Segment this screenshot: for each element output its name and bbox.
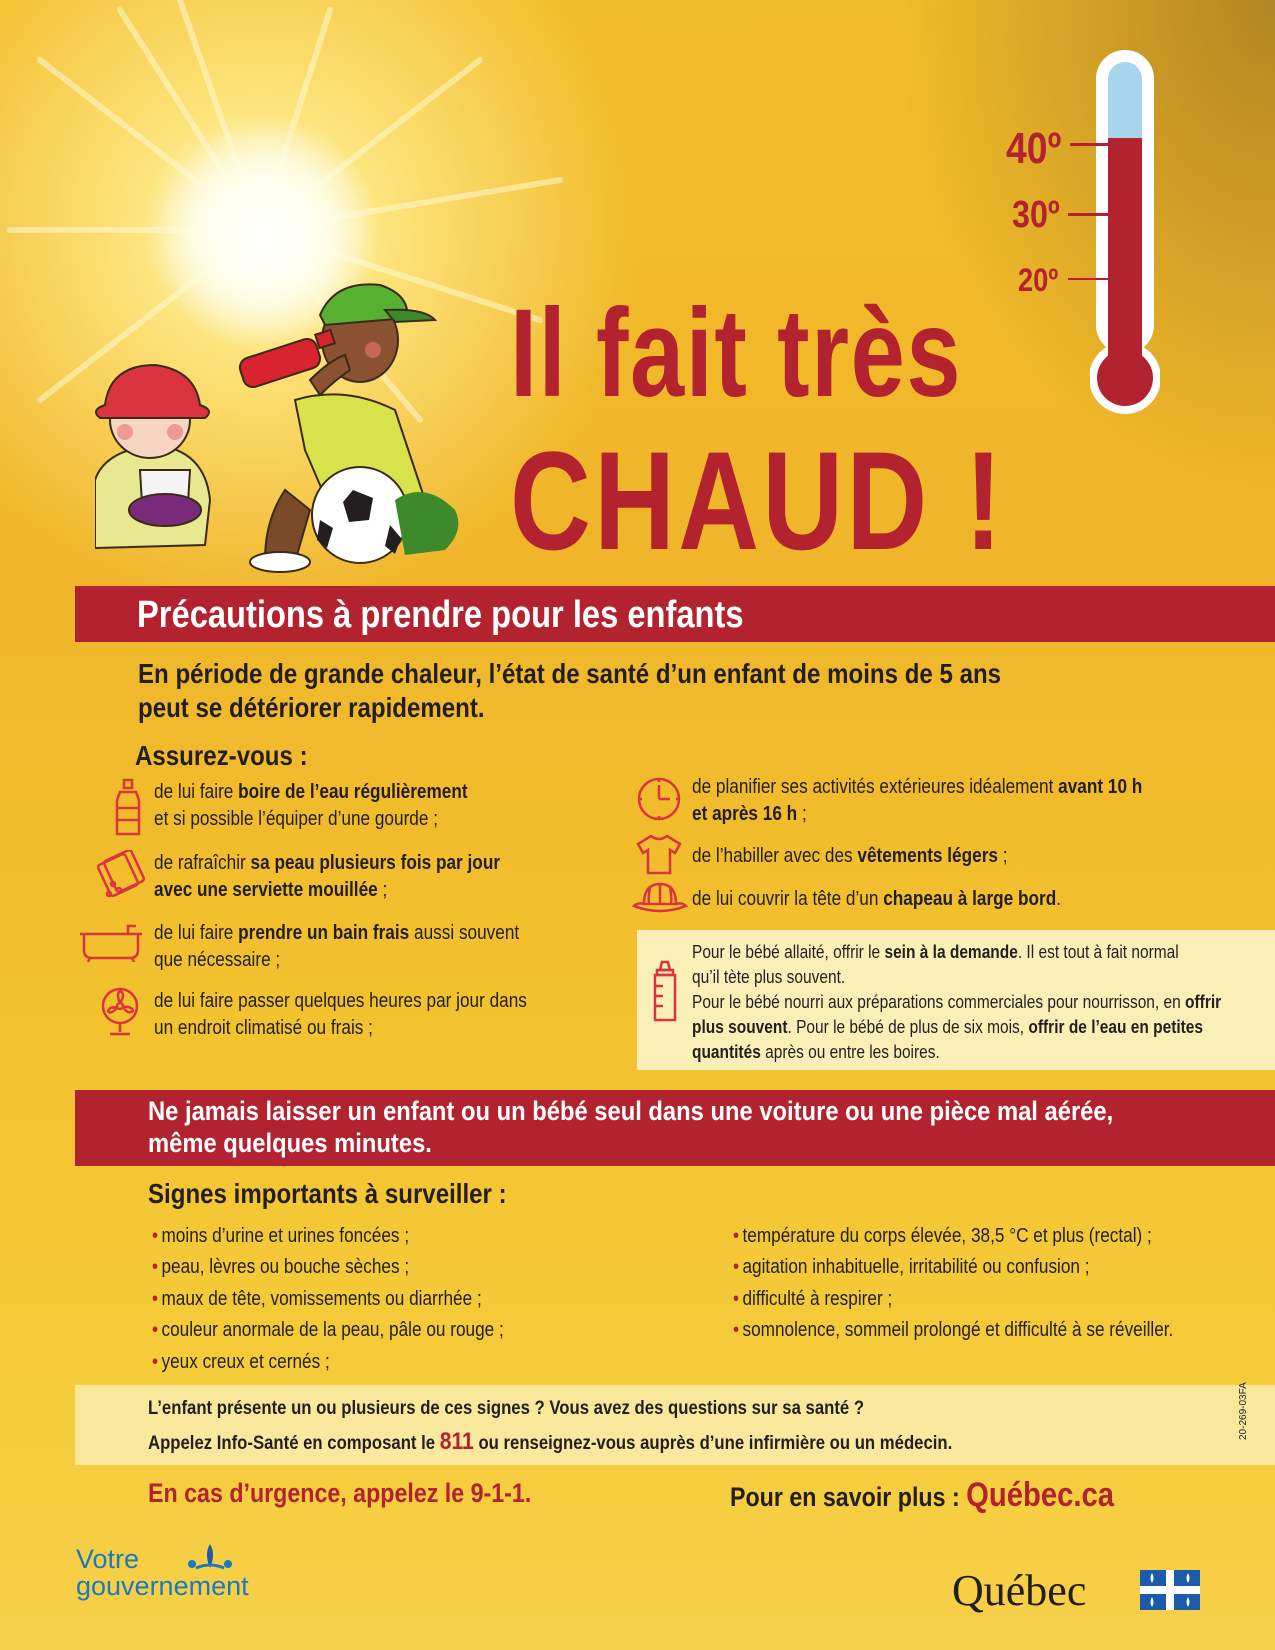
info-line-2-pre: Appelez Info-Santé en composant le bbox=[148, 1433, 440, 1454]
right-item-1-post: ; bbox=[797, 803, 807, 825]
tip-line-4-bold-2: offrir de l’eau en petites bbox=[1028, 1017, 1204, 1037]
sign-left-1 bbox=[152, 1225, 451, 1248]
more-info bbox=[730, 1476, 1177, 1515]
info-sante-number[interactable]: 811 bbox=[439, 1428, 474, 1455]
sign-left-5 bbox=[152, 1351, 359, 1374]
bullet-icon: • bbox=[733, 1319, 740, 1341]
bullet-icon: • bbox=[733, 1225, 740, 1247]
left-item-1-bold: boire de l’eau régulièrement bbox=[238, 781, 468, 803]
tip-line-1-pre: Pour le bébé allaité, offrir le bbox=[692, 942, 885, 962]
right-item-1 bbox=[692, 774, 1216, 828]
title-line-2: CHAUD ! bbox=[510, 422, 1006, 579]
sign-right-3-text: difficulté à respirer ; bbox=[742, 1288, 893, 1310]
title-line-1: Il fait très bbox=[510, 284, 963, 423]
intro-text bbox=[138, 657, 1142, 725]
info-line-2 bbox=[148, 1428, 1062, 1456]
left-item-3-bold: prendre un bain frais bbox=[238, 922, 410, 944]
info-sante-band bbox=[75, 1385, 1275, 1465]
intro-line-1: En période de grande chaleur, l’état de santé d’un enfant de moins de 5 ans bbox=[138, 658, 1002, 689]
tip-line-5-bold: quantités bbox=[692, 1042, 761, 1062]
sign-right-3 bbox=[733, 1288, 918, 1311]
document-code: 20-269-03FA bbox=[1238, 1382, 1249, 1440]
thermometer-label-40: 40º bbox=[1006, 124, 1062, 173]
baby-bottle-icon bbox=[651, 960, 679, 1024]
right-item-2-pre: de l’habiller avec des bbox=[692, 845, 858, 867]
left-item-4-line-2: un endroit climatisé ou frais ; bbox=[154, 1017, 373, 1039]
baby-feeding-tip-text bbox=[692, 940, 1275, 1065]
left-item-2-bold-2: avec une serviette mouillée bbox=[154, 879, 378, 901]
right-item-3-pre: de lui couvrir la tête d’un bbox=[692, 888, 884, 910]
sign-left-2-text: peau, lèvres ou bouche sèches ; bbox=[161, 1256, 410, 1278]
thermometer-tick-40 bbox=[1070, 143, 1108, 146]
left-item-1 bbox=[154, 779, 519, 833]
sign-left-2 bbox=[152, 1256, 451, 1279]
tip-line-3-bold: offrir bbox=[1185, 992, 1222, 1012]
assurez-label: Assurez-vous : bbox=[135, 740, 308, 771]
tip-line-1-post: . Il est tout à fait normal bbox=[1017, 942, 1179, 962]
sign-left-1-text: moins d’urine et urines foncées ; bbox=[161, 1225, 410, 1247]
warning-band bbox=[75, 1090, 1275, 1166]
left-item-2 bbox=[154, 850, 556, 904]
left-item-3 bbox=[154, 920, 579, 974]
bullet-icon: • bbox=[152, 1288, 159, 1310]
bathtub-icon bbox=[78, 922, 144, 962]
tip-line-5-post: après ou entre les boires. bbox=[760, 1042, 940, 1062]
left-item-2-pre: de rafraîchir bbox=[154, 852, 251, 874]
signs-heading-text: Signes importants à surveiller : bbox=[148, 1178, 507, 1209]
votre-text: Votre bbox=[76, 1544, 140, 1574]
sign-right-1-text: température du corps élevée, 38,5 °C et plus (rectal) ; bbox=[742, 1225, 1152, 1247]
left-item-3-line-2: que nécessaire ; bbox=[154, 949, 281, 971]
sign-right-2-text: agitation inhabituelle, irritabilité ou confusion ; bbox=[742, 1256, 1090, 1278]
sign-left-5-text: yeux creux et cernés ; bbox=[161, 1351, 330, 1373]
section-heading-band bbox=[75, 586, 1275, 642]
thermometer-tick-20 bbox=[1068, 278, 1108, 280]
children-illustration bbox=[95, 270, 495, 580]
sign-left-4 bbox=[152, 1319, 561, 1342]
right-item-2-bold: vêtements légers bbox=[857, 845, 998, 867]
fan-icon bbox=[100, 986, 140, 1038]
bullet-icon: • bbox=[152, 1256, 159, 1278]
right-item-2-post: ; bbox=[997, 845, 1008, 867]
right-item-1-bold-2: et après 16 h bbox=[692, 803, 798, 825]
thermometer-label-30: 30º bbox=[1012, 194, 1060, 236]
tip-line-4-mid: . Pour le bébé de plus de six mois, bbox=[787, 1017, 1029, 1037]
emergency-text: En cas d’urgence, appelez le 9-1-1. bbox=[148, 1478, 532, 1508]
baby-feeding-tip-box bbox=[637, 930, 1275, 1070]
more-info-label: Pour en savoir plus : bbox=[730, 1482, 967, 1512]
intro-line-2: peut se détériorer rapidement. bbox=[138, 692, 485, 723]
bullet-icon: • bbox=[152, 1351, 159, 1373]
sun-hat-icon bbox=[632, 880, 688, 916]
tip-line-3-pre: Pour le bébé nourri aux préparations commerciales pour nourrisson, en bbox=[692, 992, 1186, 1012]
section-heading: Précautions à prendre pour les enfants bbox=[137, 594, 744, 636]
tshirt-icon bbox=[636, 833, 682, 875]
tip-line-1-bold: sein à la demande bbox=[884, 942, 1018, 962]
quebec-flag-icon bbox=[1140, 1570, 1200, 1610]
right-item-1-pre: de planifier ses activités extérieures idéalement bbox=[692, 776, 1059, 798]
right-item-3 bbox=[692, 886, 1121, 913]
sign-left-4-text: couleur anormale de la peau, pâle ou rouge ; bbox=[161, 1319, 504, 1341]
left-item-2-post: ; bbox=[377, 879, 388, 901]
sign-right-1 bbox=[733, 1225, 1220, 1248]
sign-right-4-text: somnolence, sommeil prolongé et difficulté à se réveiller. bbox=[742, 1319, 1174, 1341]
quebec-ca-link[interactable]: Québec.ca bbox=[966, 1476, 1115, 1514]
left-item-4 bbox=[154, 988, 588, 1042]
left-item-4-line-1: de lui faire passer quelques heures par jour dans bbox=[154, 990, 527, 1012]
signs-heading bbox=[148, 1178, 565, 1210]
wet-towel-icon bbox=[95, 850, 145, 902]
right-item-1-bold: avant 10 h bbox=[1058, 776, 1143, 798]
thermometer-icon bbox=[1090, 48, 1160, 428]
left-item-3-pre: de lui faire bbox=[154, 922, 239, 944]
sign-left-3 bbox=[152, 1288, 535, 1311]
sign-right-2 bbox=[733, 1256, 1148, 1279]
bullet-icon: • bbox=[733, 1256, 740, 1278]
thermometer-label-20: 20º bbox=[1018, 262, 1059, 298]
assurez-heading bbox=[135, 740, 336, 772]
thermometer-tick-30 bbox=[1068, 213, 1108, 216]
right-item-2 bbox=[692, 843, 1059, 870]
left-item-3-post: aussi souvent bbox=[409, 922, 520, 944]
water-bottle-icon bbox=[112, 778, 144, 838]
fleur-de-lys-icon bbox=[186, 1542, 234, 1576]
emergency-notice bbox=[148, 1478, 594, 1509]
warning-line-1: Ne jamais laisser un enfant ou un bébé seul dans une voiture ou une pièce mal aérée, bbox=[148, 1096, 1114, 1126]
info-line-2-post: ou renseignez-vous auprès d’une infirmière ou un médecin. bbox=[473, 1433, 953, 1454]
sign-right-4 bbox=[733, 1319, 1245, 1342]
quebec-wordmark: Québec bbox=[952, 1566, 1087, 1615]
left-item-2-bold: sa peau plusieurs fois par jour bbox=[250, 852, 501, 874]
right-item-3-post: . bbox=[1056, 888, 1062, 910]
tip-line-2: qu’il tète plus souvent. bbox=[692, 967, 846, 987]
clock-icon bbox=[636, 776, 682, 822]
left-item-1-pre: de lui faire bbox=[154, 781, 239, 803]
bullet-icon: • bbox=[152, 1225, 159, 1247]
bullet-icon: • bbox=[733, 1288, 740, 1310]
bullet-icon: • bbox=[152, 1319, 159, 1341]
warning-line-2: même quelques minutes. bbox=[148, 1128, 432, 1158]
right-item-3-bold: chapeau à large bord bbox=[883, 888, 1057, 910]
left-item-1-line-2: et si possible l’équiper d’une gourde ; bbox=[154, 808, 438, 830]
info-line-1-text: L’enfant présente un ou plusieurs de ces signes ? Vous avez des questions sur sa santé ? bbox=[148, 1398, 865, 1419]
sign-left-3-text: maux de tête, vomissements ou diarrhée ; bbox=[161, 1288, 482, 1310]
tip-line-4-bold: plus souvent bbox=[692, 1017, 788, 1037]
gouvernement-text: gouvernement bbox=[76, 1571, 249, 1601]
info-line-1 bbox=[148, 1398, 962, 1420]
